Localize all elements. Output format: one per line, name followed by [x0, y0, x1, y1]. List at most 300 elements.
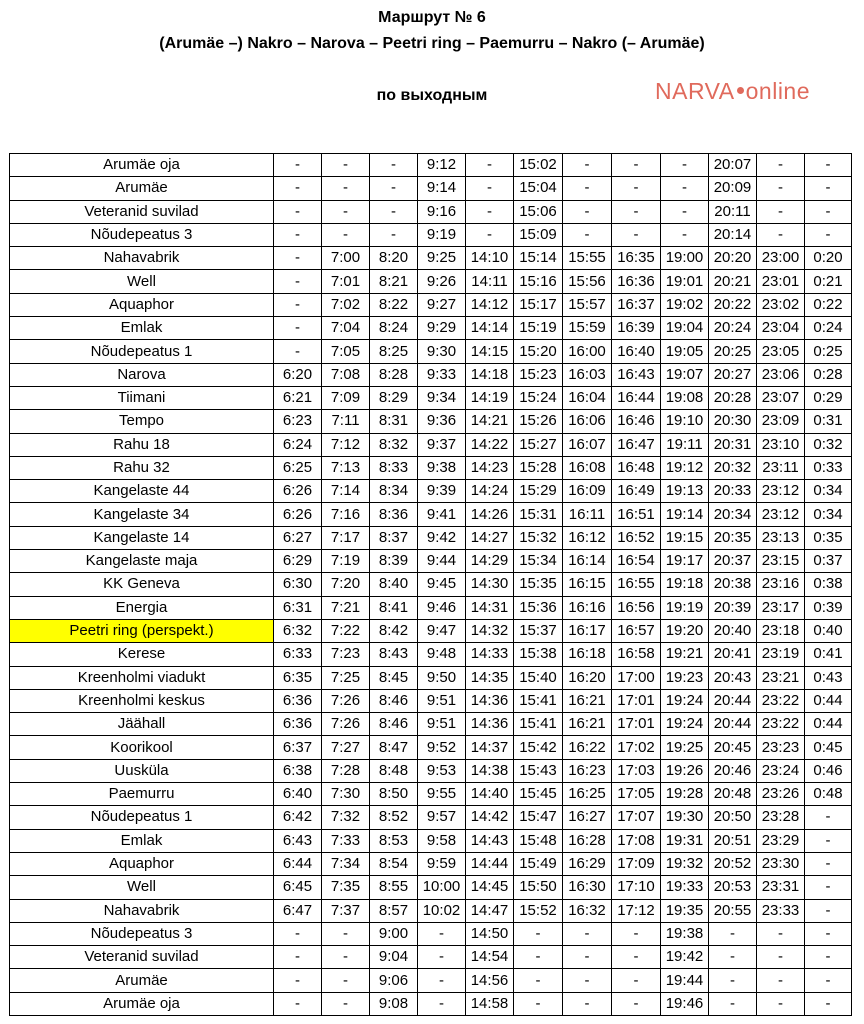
departure-time: 7:01	[322, 270, 370, 293]
departure-time: 15:41	[514, 689, 563, 712]
departure-time: 16:14	[563, 550, 612, 573]
stop-name: Tiimani	[10, 386, 274, 409]
departure-time: -	[805, 969, 852, 992]
departure-time: 20:21	[709, 270, 757, 293]
departure-time: 9:37	[418, 433, 466, 456]
departure-time: -	[514, 992, 563, 1015]
departure-time: 0:40	[805, 619, 852, 642]
departure-time: 16:15	[563, 573, 612, 596]
departure-time: -	[322, 969, 370, 992]
departure-time: 0:35	[805, 526, 852, 549]
departure-time: 20:32	[709, 456, 757, 479]
departure-time: 6:47	[274, 899, 322, 922]
departure-time: 8:57	[370, 899, 418, 922]
departure-time: -	[709, 969, 757, 992]
departure-time: 19:26	[661, 759, 709, 782]
departure-time: 15:31	[514, 503, 563, 526]
departure-time: 16:08	[563, 456, 612, 479]
departure-time: 16:46	[612, 410, 661, 433]
departure-time: 14:36	[466, 713, 514, 736]
departure-time: 7:26	[322, 713, 370, 736]
departure-time: 15:04	[514, 177, 563, 200]
departure-time: -	[370, 200, 418, 223]
stop-name: KK Geneva	[10, 573, 274, 596]
stop-name: Kreenholmi viadukt	[10, 666, 274, 689]
departure-time: 9:00	[370, 922, 418, 945]
departure-time: 16:35	[612, 247, 661, 270]
departure-time: 15:55	[563, 247, 612, 270]
departure-time: 15:47	[514, 806, 563, 829]
departure-time: 0:41	[805, 643, 852, 666]
departure-time: 7:09	[322, 386, 370, 409]
stop-name: Uusküla	[10, 759, 274, 782]
stop-name: Veteranid suvilad	[10, 200, 274, 223]
departure-time: 7:21	[322, 596, 370, 619]
departure-time: 23:16	[757, 573, 805, 596]
departure-time: 23:17	[757, 596, 805, 619]
departure-time: 7:14	[322, 480, 370, 503]
departure-time: 20:55	[709, 899, 757, 922]
departure-time: -	[514, 946, 563, 969]
stop-name-highlighted: Peetri ring (perspekt.)	[10, 619, 274, 642]
departure-time: 15:26	[514, 410, 563, 433]
stop-name: Well	[10, 876, 274, 899]
departure-time: -	[370, 223, 418, 246]
departure-time: 20:38	[709, 573, 757, 596]
departure-time: -	[805, 223, 852, 246]
table-row	[10, 852, 852, 875]
departure-time: -	[514, 969, 563, 992]
stop-name: Nõudepeatus 1	[10, 806, 274, 829]
departure-time: 19:08	[661, 386, 709, 409]
table-row	[10, 666, 852, 689]
departure-time: -	[805, 876, 852, 899]
departure-time: 16:47	[612, 433, 661, 456]
departure-time: 0:37	[805, 550, 852, 573]
departure-time: 19:30	[661, 806, 709, 829]
departure-time: 15:49	[514, 852, 563, 875]
departure-time: 15:35	[514, 573, 563, 596]
departure-time: 14:40	[466, 783, 514, 806]
departure-time: 14:33	[466, 643, 514, 666]
departure-time: 16:11	[563, 503, 612, 526]
table-row	[10, 223, 852, 246]
departure-time: 15:14	[514, 247, 563, 270]
departure-time: 10:00	[418, 876, 466, 899]
departure-time: 19:23	[661, 666, 709, 689]
departure-time: -	[757, 154, 805, 177]
departure-time: 20:14	[709, 223, 757, 246]
departure-time: 19:44	[661, 969, 709, 992]
departure-time: 19:33	[661, 876, 709, 899]
departure-time: 16:44	[612, 386, 661, 409]
table-row	[10, 526, 852, 549]
departure-time: 0:28	[805, 363, 852, 386]
departure-time: 15:23	[514, 363, 563, 386]
departure-time: 15:27	[514, 433, 563, 456]
departure-time: 7:28	[322, 759, 370, 782]
departure-time: 14:45	[466, 876, 514, 899]
departure-time: -	[661, 200, 709, 223]
departure-time: 14:14	[466, 317, 514, 340]
departure-time: -	[563, 922, 612, 945]
table-row	[10, 643, 852, 666]
departure-time: 14:18	[466, 363, 514, 386]
departure-time: 20:41	[709, 643, 757, 666]
departure-time: 7:20	[322, 573, 370, 596]
departure-time: 6:23	[274, 410, 322, 433]
departure-time: 17:07	[612, 806, 661, 829]
departure-time: -	[514, 922, 563, 945]
departure-time: 20:07	[709, 154, 757, 177]
stop-name: Kangelaste 44	[10, 480, 274, 503]
departure-time: 0:21	[805, 270, 852, 293]
departure-time: 7:17	[322, 526, 370, 549]
departure-time: 15:56	[563, 270, 612, 293]
departure-time: 23:15	[757, 550, 805, 573]
departure-time: 15:09	[514, 223, 563, 246]
departure-time: 9:48	[418, 643, 466, 666]
departure-time: 9:06	[370, 969, 418, 992]
departure-time: 19:21	[661, 643, 709, 666]
departure-time: 8:34	[370, 480, 418, 503]
table-row	[10, 736, 852, 759]
departure-time: 9:30	[418, 340, 466, 363]
departure-time: 0:45	[805, 736, 852, 759]
departure-time: 16:04	[563, 386, 612, 409]
departure-time: 19:07	[661, 363, 709, 386]
departure-time: -	[612, 922, 661, 945]
stop-name: Kangelaste 34	[10, 503, 274, 526]
departure-time: 7:33	[322, 829, 370, 852]
departure-time: 7:34	[322, 852, 370, 875]
departure-time: 16:03	[563, 363, 612, 386]
departure-time: 8:46	[370, 689, 418, 712]
departure-time: 14:43	[466, 829, 514, 852]
departure-time: 15:24	[514, 386, 563, 409]
departure-time: -	[709, 946, 757, 969]
departure-time: 8:40	[370, 573, 418, 596]
route-title: Маршрут № 6	[378, 9, 486, 26]
departure-time: 20:34	[709, 503, 757, 526]
departure-time: 8:31	[370, 410, 418, 433]
departure-time: 6:36	[274, 713, 322, 736]
departure-time: 17:08	[612, 829, 661, 852]
departure-time: 8:36	[370, 503, 418, 526]
departure-time: 7:35	[322, 876, 370, 899]
departure-time: 9:59	[418, 852, 466, 875]
table-row	[10, 503, 852, 526]
departure-time: -	[370, 154, 418, 177]
departure-time: 16:22	[563, 736, 612, 759]
departure-time: -	[612, 992, 661, 1015]
table-row	[10, 573, 852, 596]
departure-time: 19:31	[661, 829, 709, 852]
departure-time: 20:31	[709, 433, 757, 456]
table-row	[10, 410, 852, 433]
departure-time: 16:48	[612, 456, 661, 479]
departure-time: 23:06	[757, 363, 805, 386]
departure-time: -	[709, 992, 757, 1015]
departure-time: 15:41	[514, 713, 563, 736]
departure-time: 14:22	[466, 433, 514, 456]
departure-time: -	[709, 922, 757, 945]
stop-name: Nahavabrik	[10, 899, 274, 922]
departure-time: 14:54	[466, 946, 514, 969]
table-row	[10, 783, 852, 806]
departure-time: 9:44	[418, 550, 466, 573]
departure-time: 16:56	[612, 596, 661, 619]
departure-time: 14:19	[466, 386, 514, 409]
departure-time: 19:05	[661, 340, 709, 363]
departure-time: 14:26	[466, 503, 514, 526]
departure-time: -	[563, 154, 612, 177]
departure-time: 6:27	[274, 526, 322, 549]
departure-time: 16:39	[612, 317, 661, 340]
departure-time: -	[805, 806, 852, 829]
departure-time: 19:00	[661, 247, 709, 270]
departure-time: 23:13	[757, 526, 805, 549]
departure-time: 8:21	[370, 270, 418, 293]
table-row	[10, 200, 852, 223]
departure-time: 19:35	[661, 899, 709, 922]
departure-time: -	[274, 223, 322, 246]
departure-time: -	[757, 223, 805, 246]
departure-time: 7:19	[322, 550, 370, 573]
departure-time: -	[418, 969, 466, 992]
departure-time: 16:23	[563, 759, 612, 782]
departure-time: 14:31	[466, 596, 514, 619]
departure-time: 14:15	[466, 340, 514, 363]
departure-time: 16:29	[563, 852, 612, 875]
schedule-days: по выходным	[376, 87, 488, 104]
departure-time: 23:11	[757, 456, 805, 479]
departure-time: -	[805, 177, 852, 200]
departure-time: 6:26	[274, 503, 322, 526]
departure-time: 19:38	[661, 922, 709, 945]
departure-time: -	[661, 177, 709, 200]
departure-time: 19:17	[661, 550, 709, 573]
departure-time: 14:12	[466, 293, 514, 316]
departure-time: 16:00	[563, 340, 612, 363]
departure-time: 14:44	[466, 852, 514, 875]
departure-time: 0:31	[805, 410, 852, 433]
departure-time: 23:23	[757, 736, 805, 759]
departure-time: 16:06	[563, 410, 612, 433]
departure-time: 0:22	[805, 293, 852, 316]
table-row	[10, 619, 852, 642]
departure-time: 15:57	[563, 293, 612, 316]
departure-time: 8:33	[370, 456, 418, 479]
departure-time: 0:48	[805, 783, 852, 806]
departure-time: 9:46	[418, 596, 466, 619]
table-row	[10, 899, 852, 922]
departure-time: 7:32	[322, 806, 370, 829]
departure-time: 9:52	[418, 736, 466, 759]
departure-time: 6:24	[274, 433, 322, 456]
departure-time: -	[757, 177, 805, 200]
departure-time: 9:45	[418, 573, 466, 596]
departure-time: 23:21	[757, 666, 805, 689]
departure-time: -	[805, 899, 852, 922]
departure-time: 0:29	[805, 386, 852, 409]
departure-time: -	[757, 992, 805, 1015]
departure-time: 14:42	[466, 806, 514, 829]
departure-time: 20:11	[709, 200, 757, 223]
departure-time: 14:50	[466, 922, 514, 945]
departure-time: 8:53	[370, 829, 418, 852]
departure-time: 14:47	[466, 899, 514, 922]
table-row	[10, 293, 852, 316]
departure-time: 15:06	[514, 200, 563, 223]
departure-time: -	[274, 247, 322, 270]
departure-time: 20:51	[709, 829, 757, 852]
departure-time: -	[805, 922, 852, 945]
departure-time: 20:53	[709, 876, 757, 899]
departure-time: 7:12	[322, 433, 370, 456]
departure-time: 7:04	[322, 317, 370, 340]
departure-time: 19:11	[661, 433, 709, 456]
departure-time: 8:54	[370, 852, 418, 875]
departure-time: 23:12	[757, 503, 805, 526]
stop-name: Kreenholmi keskus	[10, 689, 274, 712]
departure-time: 8:42	[370, 619, 418, 642]
departure-time: 8:47	[370, 736, 418, 759]
departure-time: 8:20	[370, 247, 418, 270]
schedule-table	[9, 153, 852, 1016]
departure-time: 15:59	[563, 317, 612, 340]
departure-time: 17:05	[612, 783, 661, 806]
departure-time: -	[805, 200, 852, 223]
table-row	[10, 550, 852, 573]
departure-time: 14:35	[466, 666, 514, 689]
departure-time: 17:12	[612, 899, 661, 922]
departure-time: 15:43	[514, 759, 563, 782]
departure-time: -	[563, 946, 612, 969]
departure-time: 16:49	[612, 480, 661, 503]
departure-time: 20:35	[709, 526, 757, 549]
departure-time: -	[418, 922, 466, 945]
departure-time: 6:21	[274, 386, 322, 409]
departure-time: 23:33	[757, 899, 805, 922]
departure-time: 9:42	[418, 526, 466, 549]
departure-time: 16:17	[563, 619, 612, 642]
departure-time: 7:05	[322, 340, 370, 363]
departure-time: 6:38	[274, 759, 322, 782]
stop-name: Nõudepeatus 3	[10, 223, 274, 246]
departure-time: 19:25	[661, 736, 709, 759]
departure-time: 9:50	[418, 666, 466, 689]
table-row	[10, 247, 852, 270]
departure-time: 6:33	[274, 643, 322, 666]
departure-time: 6:20	[274, 363, 322, 386]
departure-time: 20:24	[709, 317, 757, 340]
departure-time: 7:13	[322, 456, 370, 479]
stop-name: Kangelaste maja	[10, 550, 274, 573]
departure-time: 8:29	[370, 386, 418, 409]
departure-time: 14:36	[466, 689, 514, 712]
departure-time: 0:24	[805, 317, 852, 340]
departure-time: 9:55	[418, 783, 466, 806]
departure-time: -	[274, 177, 322, 200]
departure-time: -	[322, 922, 370, 945]
departure-time: 15:32	[514, 526, 563, 549]
departure-time: -	[418, 992, 466, 1015]
logo-text-online: online	[745, 78, 811, 104]
departure-time: 9:26	[418, 270, 466, 293]
table-row	[10, 270, 852, 293]
departure-time: 16:12	[563, 526, 612, 549]
departure-time: 16:16	[563, 596, 612, 619]
departure-time: 9:36	[418, 410, 466, 433]
departure-time: -	[757, 922, 805, 945]
departure-time: 0:25	[805, 340, 852, 363]
departure-time: -	[612, 969, 661, 992]
departure-time: 14:37	[466, 736, 514, 759]
departure-time: 16:40	[612, 340, 661, 363]
departure-time: 16:30	[563, 876, 612, 899]
table-row	[10, 177, 852, 200]
departure-time: -	[612, 946, 661, 969]
departure-time: 7:22	[322, 619, 370, 642]
departure-time: 19:24	[661, 689, 709, 712]
departure-time: 15:02	[514, 154, 563, 177]
departure-time: 8:50	[370, 783, 418, 806]
departure-time: 16:09	[563, 480, 612, 503]
departure-time: 6:32	[274, 619, 322, 642]
departure-time: 8:48	[370, 759, 418, 782]
departure-time: 9:25	[418, 247, 466, 270]
departure-time: 7:27	[322, 736, 370, 759]
departure-time: -	[805, 829, 852, 852]
departure-time: -	[805, 154, 852, 177]
departure-time: 15:50	[514, 876, 563, 899]
departure-time: 9:33	[418, 363, 466, 386]
table-row	[10, 876, 852, 899]
departure-time: 14:29	[466, 550, 514, 573]
departure-time: 15:52	[514, 899, 563, 922]
departure-time: 6:43	[274, 829, 322, 852]
departure-time: 23:31	[757, 876, 805, 899]
departure-time: 9:51	[418, 713, 466, 736]
narva-online-logo[interactable]	[655, 78, 810, 105]
departure-time: 23:26	[757, 783, 805, 806]
departure-time: -	[274, 154, 322, 177]
departure-time: 20:44	[709, 713, 757, 736]
departure-time: 19:12	[661, 456, 709, 479]
departure-time: 14:23	[466, 456, 514, 479]
departure-time: 14:56	[466, 969, 514, 992]
departure-time: 14:24	[466, 480, 514, 503]
departure-time: 15:36	[514, 596, 563, 619]
departure-time: 15:29	[514, 480, 563, 503]
departure-time: 23:07	[757, 386, 805, 409]
departure-time: -	[757, 969, 805, 992]
departure-time: 8:25	[370, 340, 418, 363]
departure-time: 23:24	[757, 759, 805, 782]
departure-time: 20:25	[709, 340, 757, 363]
departure-time: 9:27	[418, 293, 466, 316]
departure-time: 14:58	[466, 992, 514, 1015]
stop-name: Nõudepeatus 1	[10, 340, 274, 363]
departure-time: 20:39	[709, 596, 757, 619]
departure-time: 19:42	[661, 946, 709, 969]
departure-time: 9:53	[418, 759, 466, 782]
departure-time: 8:39	[370, 550, 418, 573]
departure-time: 20:50	[709, 806, 757, 829]
stop-name: Well	[10, 270, 274, 293]
departure-time: -	[563, 200, 612, 223]
